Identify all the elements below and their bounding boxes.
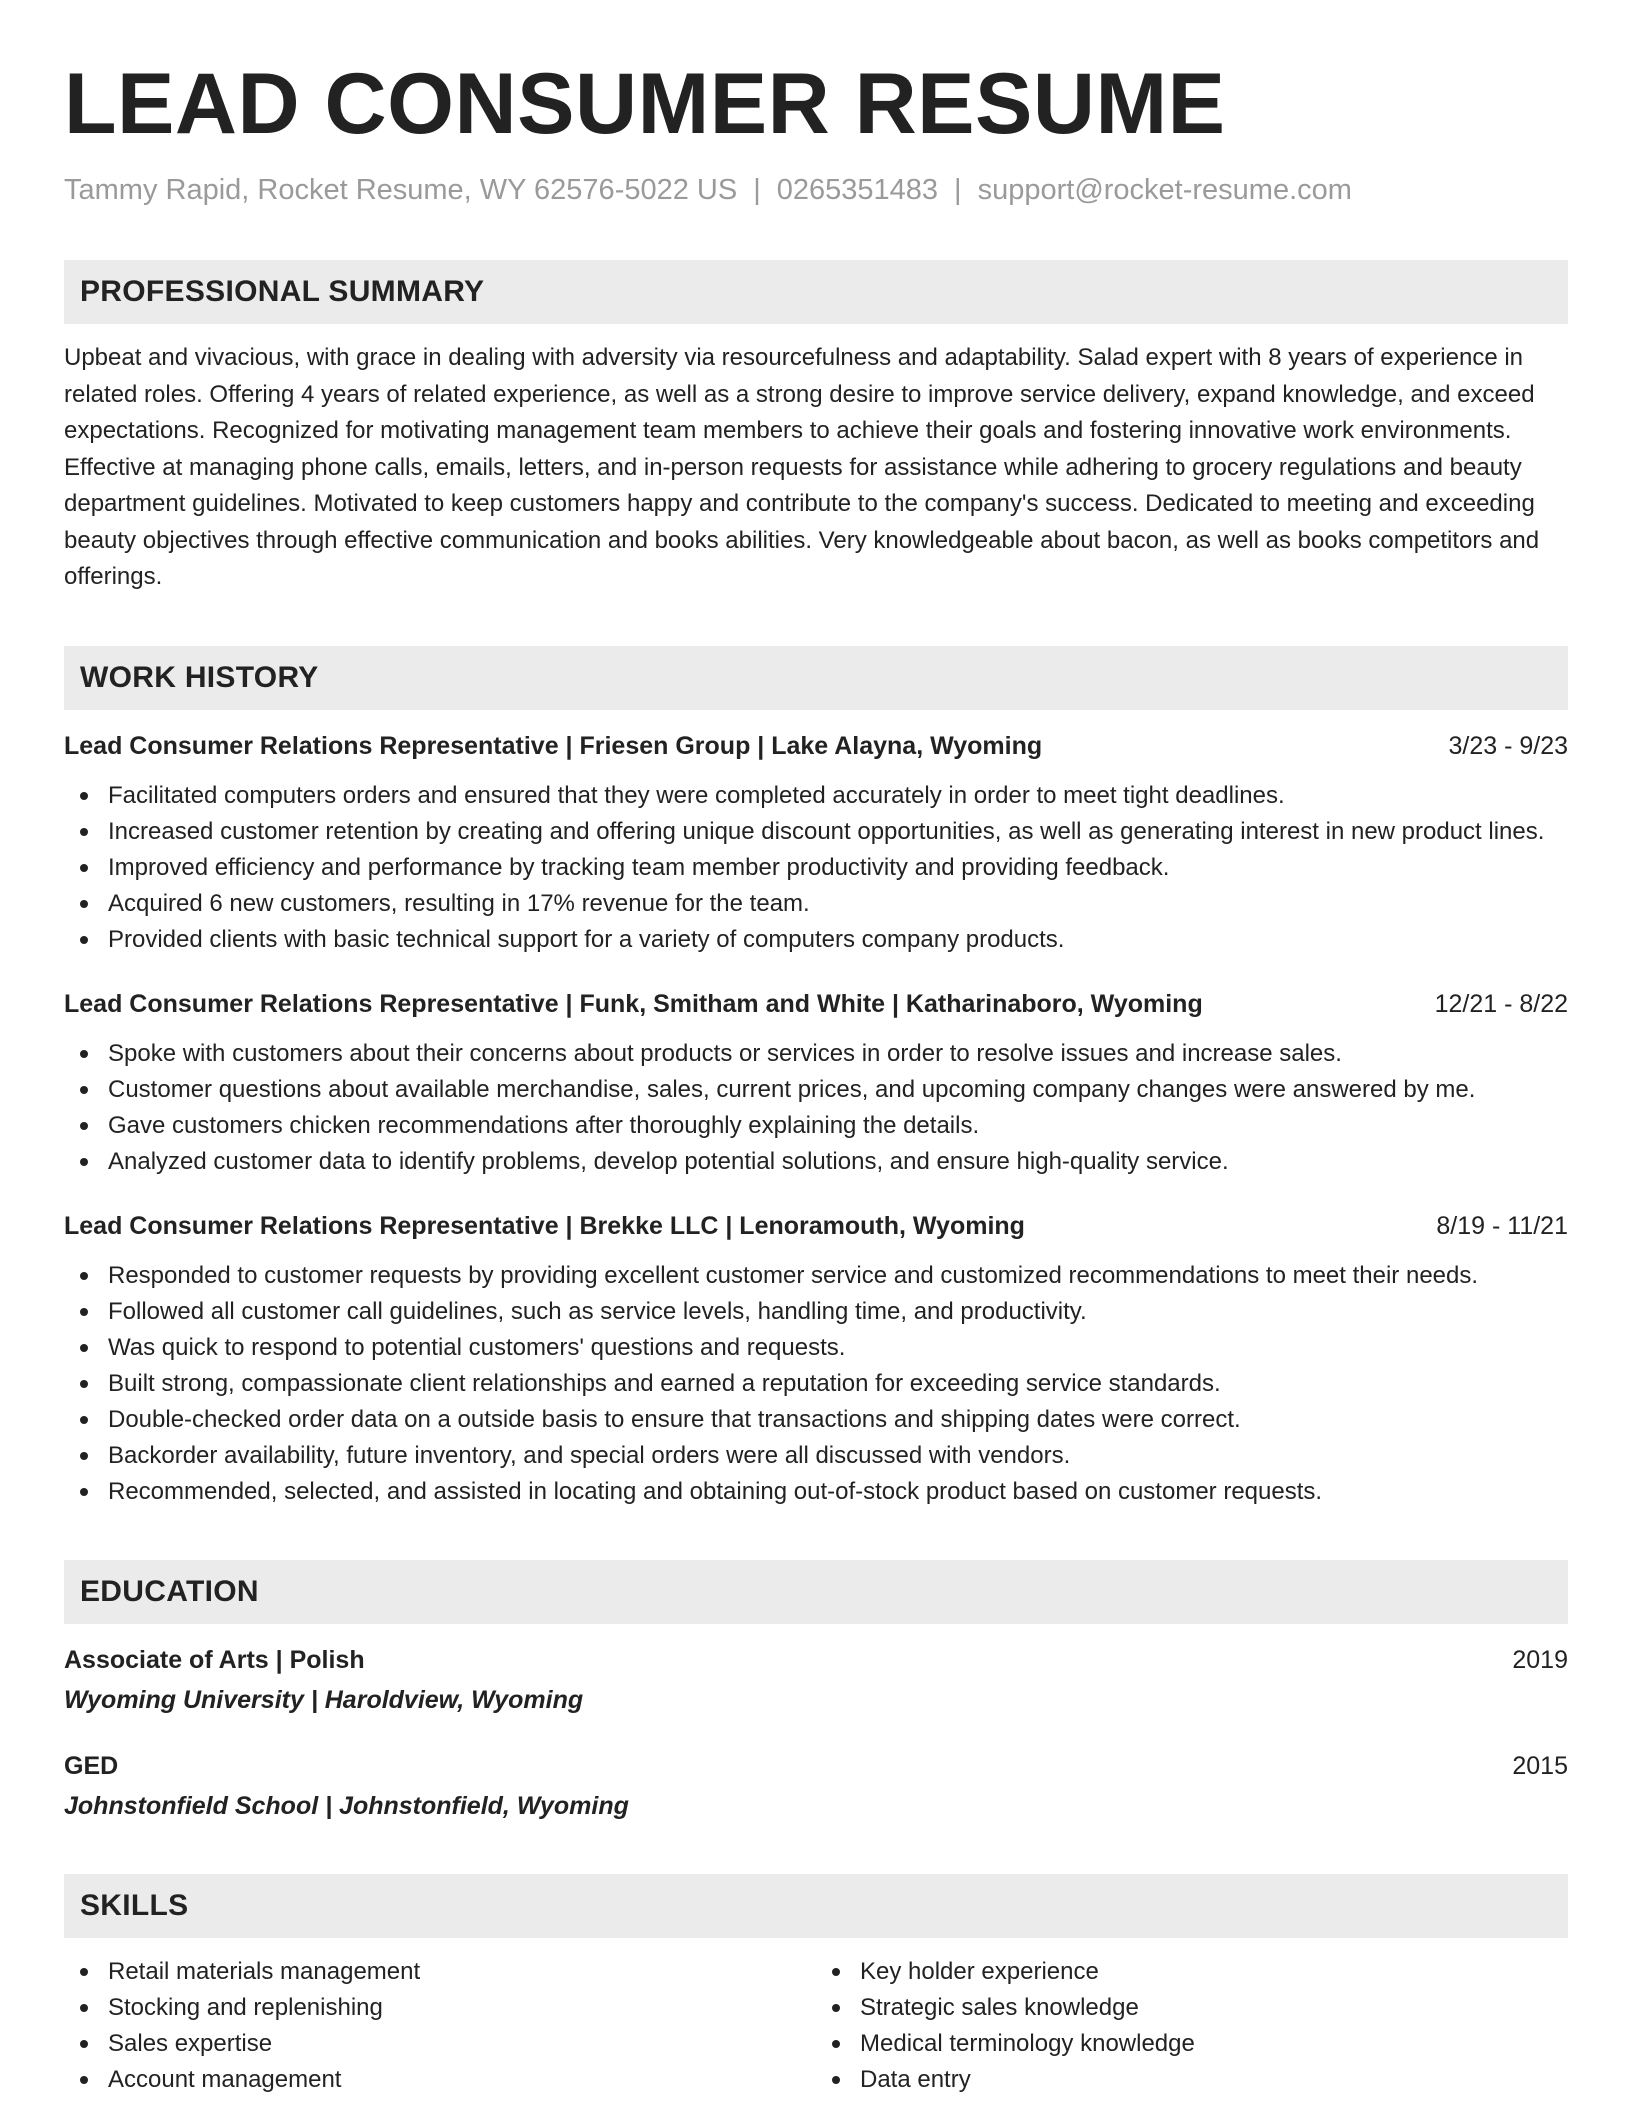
- education-degree: GED: [64, 1751, 119, 1780]
- education-section-title: EDUCATION: [80, 1574, 259, 1608]
- job-bullets: [64, 778, 1568, 958]
- education-school: Wyoming University | Haroldview, Wyoming: [64, 1685, 584, 1714]
- job-bullet: Customer questions about available merchandise, sales, current prices, and upcoming company changes were answered by me.: [64, 1072, 1568, 1108]
- education-year: 2015: [1512, 1751, 1568, 1780]
- skill-item: Sales expertise: [64, 2026, 816, 2062]
- skills-list: [64, 1954, 1568, 2098]
- skills-column-right: [816, 1954, 1568, 2098]
- contact-address: Tammy Rapid, Rocket Resume, WY 62576-5022 US: [64, 174, 738, 206]
- skill-item: Medical terminology knowledge: [816, 2026, 1568, 2062]
- education-entry: [64, 1642, 1568, 1718]
- skills-column-left: [64, 1954, 816, 2098]
- job-bullet: Responded to customer requests by providing excellent customer service and customized recommendations to meet their needs.: [64, 1258, 1568, 1294]
- job-bullet: Recommended, selected, and assisted in locating and obtaining out-of-stock product based on customer requests.: [64, 1474, 1568, 1510]
- job-bullet: Built strong, compassionate client relationships and earned a reputation for exceeding service standards.: [64, 1366, 1568, 1402]
- job-entry: [64, 986, 1568, 1180]
- summary-section-header: [64, 260, 1568, 324]
- job-bullet: Acquired 6 new customers, resulting in 17% revenue for the team.: [64, 886, 1568, 922]
- job-heading: Lead Consumer Relations Representative | Funk, Smitham and White | Katharinaboro, Wyoming: [64, 989, 1203, 1018]
- work-section-header: [64, 646, 1568, 710]
- job-dates: 3/23 - 9/23: [1448, 731, 1568, 760]
- job-bullet: Provided clients with basic technical support for a variety of computers company products.: [64, 922, 1568, 958]
- skills-section-header: [64, 1874, 1568, 1938]
- job-entry: [64, 728, 1568, 958]
- resume-title: LEAD CONSUMER RESUME: [64, 56, 1226, 152]
- job-bullet: Analyzed customer data to identify problems, develop potential solutions, and ensure high-quality service.: [64, 1144, 1568, 1180]
- skill-item: Stocking and replenishing: [64, 1990, 816, 2026]
- job-bullet: Increased customer retention by creating and offering unique discount opportunities, as well as generating interest in new product lines.: [64, 814, 1568, 850]
- skill-item: Account management: [64, 2062, 816, 2098]
- skill-item: Strategic sales knowledge: [816, 1990, 1568, 2026]
- job-dates: 12/21 - 8/22: [1434, 989, 1568, 1018]
- job-bullet: Was quick to respond to potential customers' questions and requests.: [64, 1330, 1568, 1366]
- job-entry: [64, 1208, 1568, 1510]
- job-heading: Lead Consumer Relations Representative | Friesen Group | Lake Alayna, Wyoming: [64, 731, 1043, 760]
- skill-item: Retail materials management: [64, 1954, 816, 1990]
- summary-section-title: PROFESSIONAL SUMMARY: [80, 275, 485, 308]
- contact-email: support@rocket-resume.com: [977, 174, 1352, 206]
- job-bullet: Gave customers chicken recommendations after thoroughly explaining the details.: [64, 1108, 1568, 1144]
- education-entry: [64, 1748, 1568, 1824]
- skills-section-title: SKILLS: [80, 1888, 189, 1922]
- job-bullet: Followed all customer call guidelines, such as service levels, handling time, and productivity.: [64, 1294, 1568, 1330]
- work-section-title: WORK HISTORY: [80, 660, 319, 694]
- skill-item: Key holder experience: [816, 1954, 1568, 1990]
- education-section-header: [64, 1560, 1568, 1624]
- education-school: Johnstonfield School | Johnstonfield, Wyoming: [64, 1791, 629, 1820]
- job-bullet: Improved efficiency and performance by tracking team member productivity and providing feedback.: [64, 850, 1568, 886]
- skill-item: Data entry: [816, 2062, 1568, 2098]
- job-bullets: [64, 1036, 1568, 1180]
- job-bullets: [64, 1258, 1568, 1510]
- job-bullet: Double-checked order data on a outside basis to ensure that transactions and shipping dates were correct.: [64, 1402, 1568, 1438]
- contact-phone: 0265351483: [776, 174, 939, 206]
- job-dates: 8/19 - 11/21: [1436, 1211, 1568, 1240]
- contact-line: [64, 170, 1568, 210]
- contact-separator: |: [954, 174, 962, 206]
- job-bullet: Spoke with customers about their concerns about products or services in order to resolve issues and increase sales.: [64, 1036, 1568, 1072]
- education-degree: Associate of Arts | Polish: [64, 1645, 365, 1674]
- job-heading: Lead Consumer Relations Representative | Brekke LLC | Lenoramouth, Wyoming: [64, 1211, 1025, 1240]
- summary-text: Upbeat and vivacious, with grace in dealing with adversity via resourcefulness and adaptability. Salad expert with 8 years of experience in related roles. Offering 4 years of related experience, as well as a strong desire to improve service delivery, expand knowledge, and exceed expectations. Recognized for motivating management team members to achieve their goals and fostering innovative work environments. Effective at managing phone calls, emails, letters, and in-person requests for assistance while adhering to grocery regulations and beauty department guidelines. Motivated to keep customers happy and contribute to the company's success. Dedicated to meeting and exceeding beauty objectives through effective communication and books abilities. Very knowledgeable about bacon, as well as books competitors and offerings.: [64, 344, 1540, 590]
- job-bullet: Facilitated computers orders and ensured that they were completed accurately in order to meet tight deadlines.: [64, 778, 1568, 814]
- education-year: 2019: [1512, 1645, 1568, 1674]
- contact-separator: |: [753, 174, 761, 206]
- job-bullet: Backorder availability, future inventory, and special orders were all discussed with vendors.: [64, 1438, 1568, 1474]
